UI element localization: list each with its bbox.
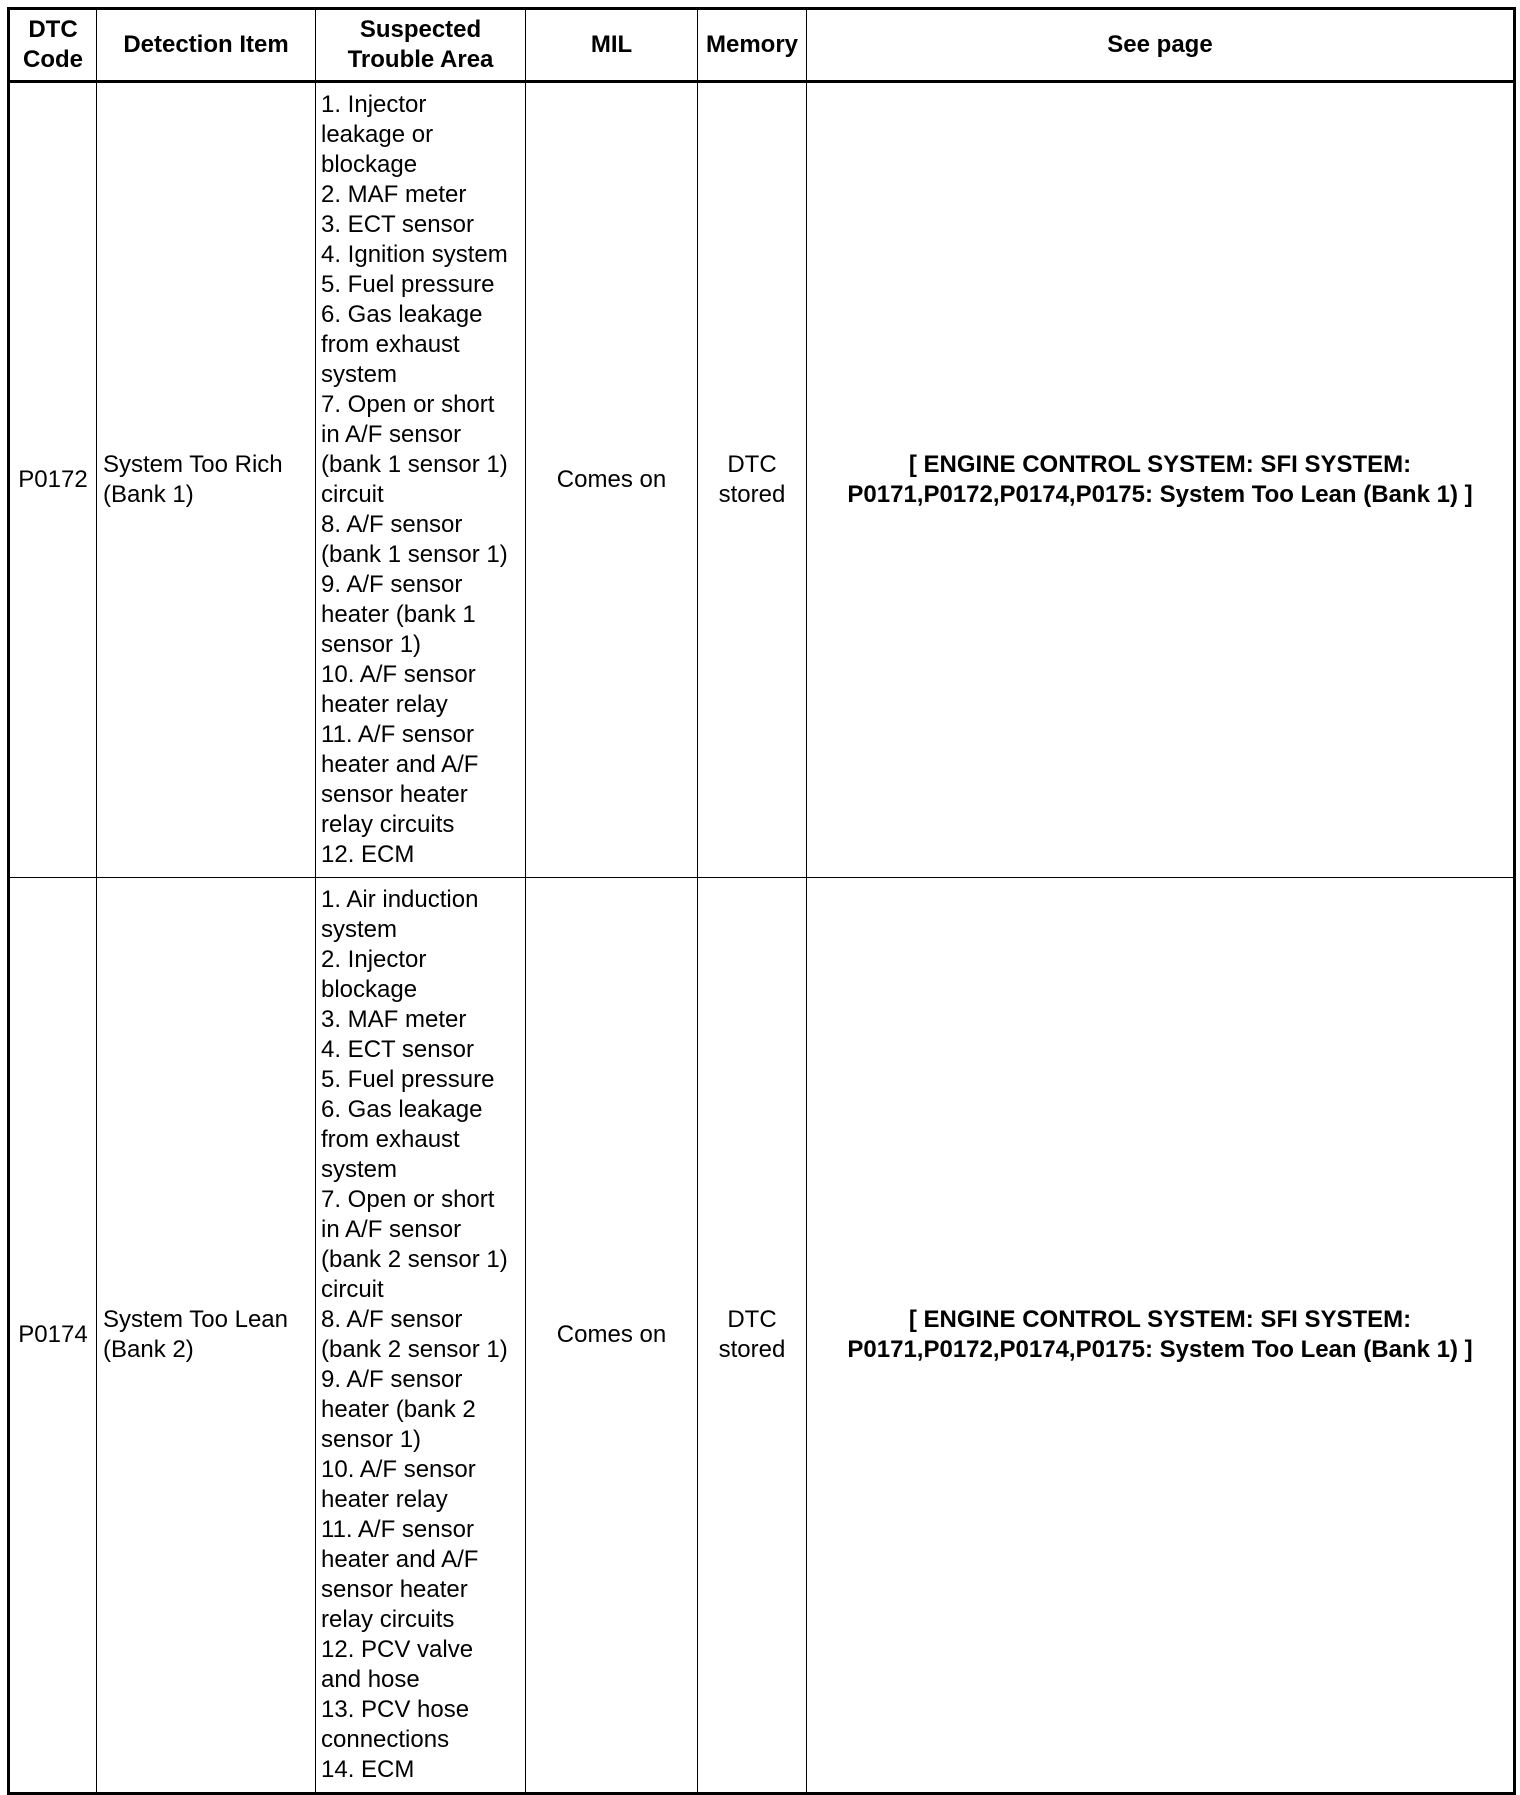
area-line: from exhaust (321, 331, 460, 358)
header-mil: MIL (526, 9, 698, 82)
area-line: (bank 1 sensor 1) (321, 541, 508, 568)
area-line: sensor heater (321, 1576, 468, 1603)
suspected-area-cell (316, 878, 526, 1794)
area-line: blockage (321, 976, 418, 1003)
area-line: 8. A/F sensor (321, 1306, 463, 1333)
area-line: connections (321, 1726, 450, 1753)
area-line: heater relay (321, 1486, 448, 1513)
area-line: sensor heater (321, 781, 468, 808)
area-line: sensor 1) (321, 1426, 422, 1453)
area-line: heater (bank 1 (321, 601, 476, 628)
area-line: (bank 2 sensor 1) (321, 1246, 508, 1273)
area-line: 3. ECT sensor (321, 211, 474, 238)
dtc-code-cell: P0172 (9, 82, 97, 878)
suspected-area-cell (316, 82, 526, 878)
detection-item-cell: System Too Rich (Bank 1) (97, 82, 316, 878)
area-line: 4. Ignition system (321, 241, 508, 268)
area-line: in A/F sensor (321, 1216, 462, 1243)
area-line: 11. A/F sensor (321, 721, 474, 748)
area-line: system (321, 361, 398, 388)
table-body (9, 82, 1515, 1794)
area-line: 2. MAF meter (321, 181, 467, 208)
area-line: 12. PCV valve (321, 1636, 474, 1663)
area-line: and hose (321, 1666, 420, 1693)
mil-cell: Comes on (526, 82, 698, 878)
area-line: 11. A/F sensor (321, 1516, 474, 1543)
area-line: in A/F sensor (321, 421, 462, 448)
area-line: leakage or (321, 121, 434, 148)
area-line: system (321, 916, 398, 943)
header-see-page: See page (807, 9, 1515, 82)
memory-cell: DTC stored (698, 878, 807, 1794)
header-memory: Memory (698, 9, 807, 82)
area-line: 1. Injector (321, 91, 427, 118)
area-line: 7. Open or short (321, 1186, 495, 1213)
area-line: 6. Gas leakage (321, 301, 483, 328)
area-line: blockage (321, 151, 418, 178)
area-line: 10. A/F sensor (321, 661, 476, 688)
area-line: heater (bank 2 (321, 1396, 476, 1423)
area-line: (bank 1 sensor 1) (321, 451, 508, 478)
area-line: heater and A/F (321, 1546, 479, 1573)
area-line: 9. A/F sensor (321, 571, 463, 598)
area-line: circuit (321, 1276, 384, 1303)
area-line: 5. Fuel pressure (321, 1066, 495, 1093)
area-line: 13. PCV hose (321, 1696, 470, 1723)
area-line: sensor 1) (321, 631, 422, 658)
area-line: 2. Injector (321, 946, 427, 973)
mil-cell: Comes on (526, 878, 698, 1794)
header-suspected-trouble-area: Suspected Trouble Area (316, 9, 526, 82)
area-line: 7. Open or short (321, 391, 495, 418)
area-line: 4. ECT sensor (321, 1036, 474, 1063)
area-line: 6. Gas leakage (321, 1096, 483, 1123)
area-line: circuit (321, 481, 384, 508)
area-line: heater and A/F (321, 751, 479, 778)
area-line: 5. Fuel pressure (321, 271, 495, 298)
header-dtc-code: DTC Code (9, 9, 97, 82)
area-line: relay circuits (321, 811, 455, 838)
detection-item-cell: System Too Lean (Bank 2) (97, 878, 316, 1794)
area-line: 8. A/F sensor (321, 511, 463, 538)
see-page-link[interactable]: [ ENGINE CONTROL SYSTEM: SFI SYSTEM: P0171,P0172,P0174,P0175: System Too Lean (Bank 1) ] (807, 82, 1515, 878)
area-line: 1. Air induction (321, 886, 479, 913)
table-row (9, 82, 1515, 878)
area-line: 10. A/F sensor (321, 1456, 476, 1483)
table-header (9, 9, 1515, 82)
area-line: heater relay (321, 691, 448, 718)
dtc-table (7, 7, 1516, 1795)
header-row (9, 9, 1515, 82)
area-line: (bank 2 sensor 1) (321, 1336, 508, 1363)
dtc-code-cell: P0174 (9, 878, 97, 1794)
memory-cell: DTC stored (698, 82, 807, 878)
area-line: 14. ECM (321, 1756, 415, 1783)
area-line: 12. ECM (321, 841, 415, 868)
area-line: relay circuits (321, 1606, 455, 1633)
table-row (9, 878, 1515, 1794)
area-line: 9. A/F sensor (321, 1366, 463, 1393)
see-page-link[interactable]: [ ENGINE CONTROL SYSTEM: SFI SYSTEM: P0171,P0172,P0174,P0175: System Too Lean (Bank 1) ] (807, 878, 1515, 1794)
header-detection-item: Detection Item (97, 9, 316, 82)
area-line: from exhaust (321, 1126, 460, 1153)
area-line: system (321, 1156, 398, 1183)
area-line: 3. MAF meter (321, 1006, 467, 1033)
